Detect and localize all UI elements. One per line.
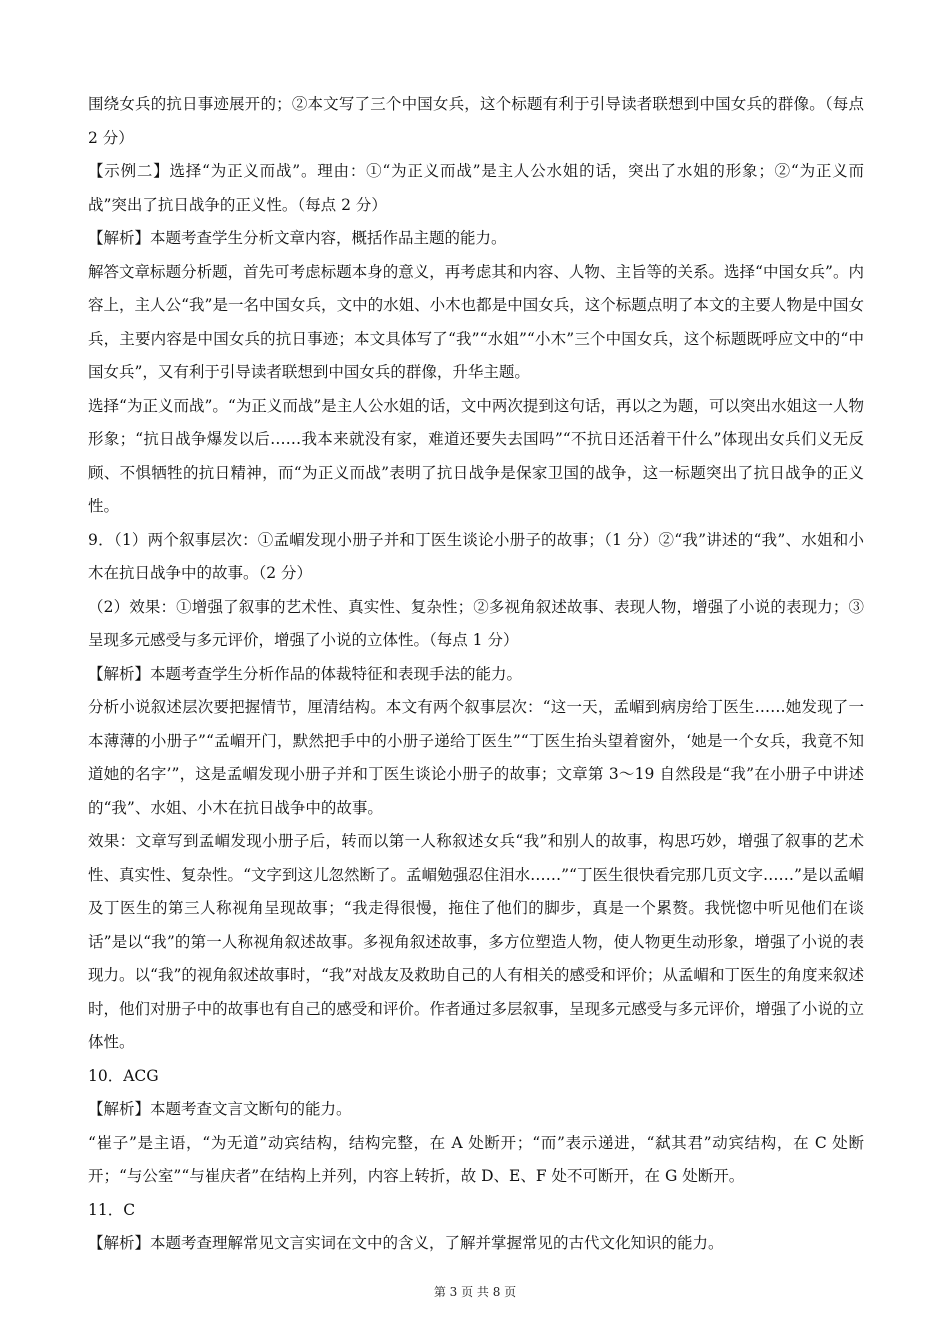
paragraph-justice-title: 选择“为正义而战”。“为正义而战”是主人公水姐的话，文中两次提到这句话，再以之为题，可以突出水姐这一人物形象；“抗日战争爆发以后……我本来就没有家，难道还要失去国吗”“不抗日还活着干什么”体现出女兵们义无反顾、不惧牺牲的抗日精神，而“为正义而战”表明了抗日战争是保家卫国的战争，这一标题突出了抗日战争的正义性。 <box>88 396 864 515</box>
paragraph-analysis-8: 【解析】本题考查学生分析文章内容，概括作品主题的能力。 <box>88 229 507 247</box>
paragraph-sentence-break-explanation: “崔子”是主语，“为无道”动宾结构，结构完整，在 A 处断开；“而”表示递进，“弑其君”动宾结构，在 C 处断开；“与公室”“与崔庆者”在结构上并列，内容上转折，故 D、E、F 处不可断开，在 G 处断开。 <box>88 1133 864 1185</box>
paragraph-analysis-11: 【解析】本题考查理解常见文言实词在文中的含义，了解并掌握常见的古代文化知识的能力。 <box>88 1234 724 1252</box>
paragraph-analysis-9: 【解析】本题考查学生分析作品的体裁特征和表现手法的能力。 <box>88 664 523 683</box>
paragraph-title-analysis: 解答文章标题分析题，首先可考虑标题本身的意义，再考虑其和内容、人物、主旨等的关系。选择“中国女兵”。内容上，主人公“我”是一名中国女兵，文中的水姐、小木也都是中国女兵，这个标题点明了本文的主要人物是中国女兵，主要内容是中国女兵的抗日事迹；本文具体写了“我”“水姐”“小木”三个中国女兵，这个标题既呼应文中的“中国女兵”，又有利于引导读者联想到中国女兵的群像，升华主题。 <box>88 262 864 381</box>
document-body <box>88 88 864 1261</box>
paragraph-answer-8-continued: 围绕女兵的抗日事迹展开的；②本文写了三个中国女兵，这个标题有利于引导读者联想到中国女兵的群像。（每点 2 分） <box>88 95 864 147</box>
paragraph-narrative-levels: 分析小说叙述层次要把握情节，厘清结构。本文有两个叙事层次：“这一天，孟嵋到病房给丁医生……她发现了一本薄薄的小册子”“孟嵋开门，默然把手中的小册子递给丁医生”“丁医生抬头望着窗外，‘她是一个女兵，我竟不知道她的名字’”，这是孟嵋发现小册子并和丁医生谈论小册子的故事；文章第 3～19 自然段是“我”在小册子中讲述的“我”、水姐、小木在抗日战争中的故事。 <box>88 698 864 817</box>
paragraph-answer-10: 10．ACG <box>88 1066 159 1085</box>
page-number-footer: 第 3 页 共 8 页 <box>433 1285 517 1299</box>
paragraph-effects: 效果：文章写到孟嵋发现小册子后，转而以第一人称叙述女兵“我”和别人的故事，构思巧妙，增强了叙事的艺术性、真实性、复杂性。“文字到这儿忽然断了。孟嵋勉强忍住泪水……”“丁医生很快看完那几页文字……”是以孟嵋及丁医生的第三人称视角呈现故事；“我走得很慢，拖住了他们的脚步，真是一个累赘。我恍惚中听见他们在谈话”是以“我”的第一人称视角叙述故事。多视角叙述故事，多方位塑造人物，使人物更生动形象，增强了小说的表现力。以“我”的视角叙述故事时，“我”对战友及救助自己的人有相关的感受和评价；从孟嵋和丁医生的角度来叙述时，他们对册子中的故事也有自己的感受和评价。作者通过多层叙事，呈现多元感受与多元评价，增强了小说的立体性。 <box>88 832 864 1051</box>
paragraph-analysis-10: 【解析】本题考查文言文断句的能力。 <box>88 1100 352 1118</box>
paragraph-answer-9-part-2: （2）效果：①增强了叙事的艺术性、真实性、复杂性；②多视角叙述故事、表现人物，增强了小说的表现力；③呈现多元感受与多元评价，增强了小说的立体性。（每点 1 分） <box>88 597 864 649</box>
paragraph-answer-11: 11．C <box>88 1200 136 1219</box>
paragraph-answer-9-part-1: 9．（1）两个叙事层次：①孟嵋发现小册子并和丁医生谈论小册子的故事；（1 分）②“我”讲述的“我”、水姐和小木在抗日战争中的故事。（2 分） <box>88 530 864 582</box>
paragraph-example-2: 【示例二】选择“为正义而战”。理由：①“为正义而战”是主人公水姐的话，突出了水姐的形象；②“为正义而战”突出了抗日战争的正义性。（每点 2 分） <box>88 162 864 214</box>
